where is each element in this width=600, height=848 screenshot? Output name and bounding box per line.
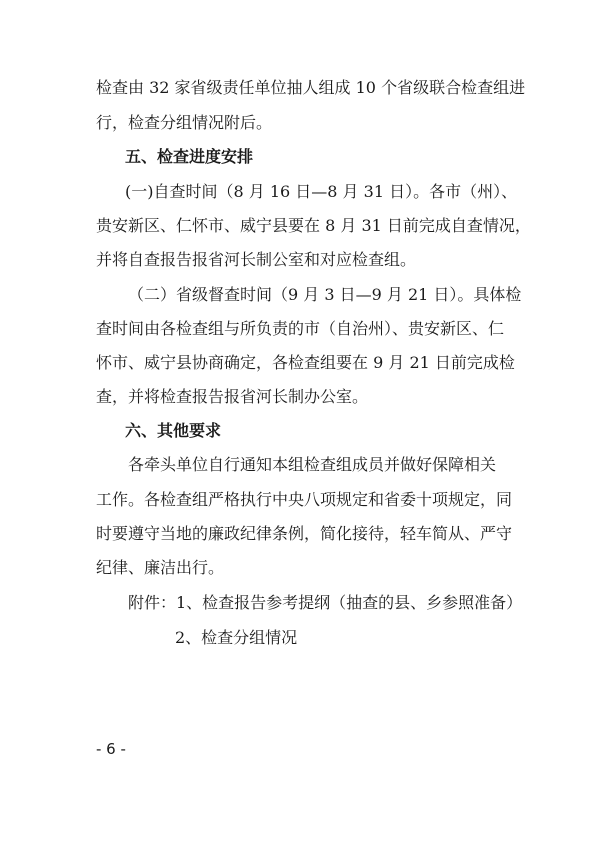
- text-line: 查时间由各检查组与所负责的市（自治州）、贵安新区、仁: [96, 319, 505, 338]
- text-line: 附件：1、检查报告参考提纲（抽查的县、乡参照准备）: [128, 593, 523, 612]
- text-line: 贵安新区、仁怀市、威宁县要在 8 月 31 日前完成自查情况，: [96, 216, 531, 235]
- text-line: (一)自查时间（8 月 16 日—8 月 31 日）。各市（州）、: [125, 182, 518, 201]
- page-number: - 6 -: [96, 740, 126, 758]
- text-line: （二）省级督查时间（9 月 3 日—9 月 21 日）。具体检: [128, 285, 522, 304]
- heading-text: 五、检查进度安排: [125, 147, 254, 166]
- text-line: 并将自查报告报省河长制公室和对应检查组。: [96, 250, 417, 269]
- heading-text: 六、其他要求: [125, 421, 222, 440]
- text-line: 行，检查分组情况附后。: [96, 113, 273, 132]
- text-line: 检查由 32 家省级责任单位抽人组成 10 个省级联合检查组进: [96, 78, 526, 97]
- text-line: 工作。各检查组严格执行中央八项规定和省委十项规定，同: [96, 490, 513, 509]
- text-line: 纪律、廉洁出行。: [96, 558, 225, 577]
- text-line: 2、检查分组情况: [175, 628, 298, 647]
- text-line: 怀市、威宁县协商确定，各检查组要在 9 月 21 日前完成检: [96, 353, 515, 372]
- text-line: 各牵头单位自行通知本组检查组成员并做好保障相关: [128, 455, 497, 474]
- text-line: 时要遵守当地的廉政纪律条例，简化接待，轻车简从、严守: [96, 524, 513, 543]
- text-line: 查，并将检查报告报省河长制办公室。: [96, 387, 369, 406]
